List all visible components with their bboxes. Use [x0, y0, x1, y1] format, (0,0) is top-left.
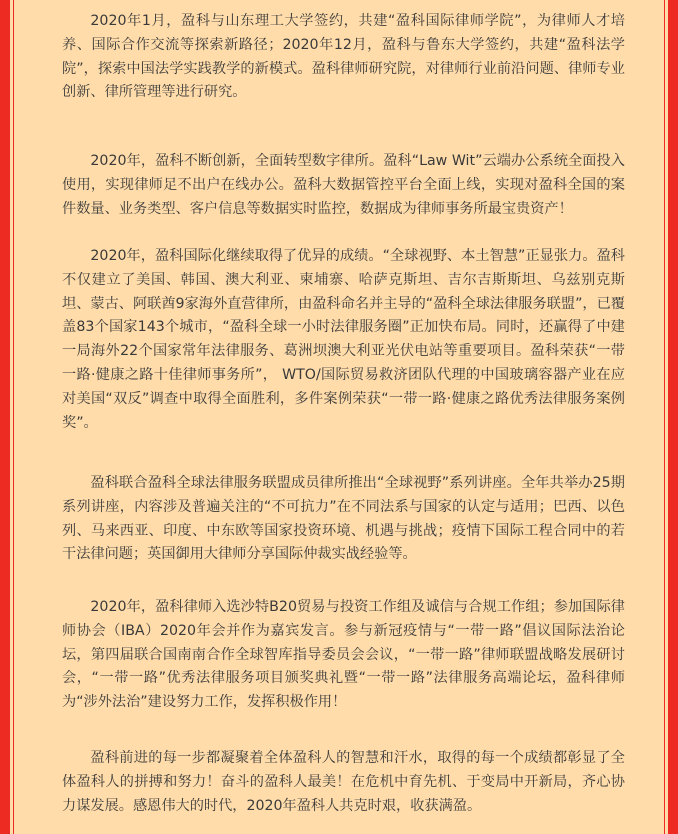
- right-red-border: [668, 0, 678, 834]
- paragraph-global-lectures: 盈科联合盈科全球法律服务联盟成员律所推出“全球视野”系列讲座。全年共举办25期系列讲座，内容涉及普遍关注的“不可抗力”在不同法系与国家的认定与适用；巴西、以色列、马来西亚、印度、中东欧等国家投资环境、机遇与挑战；疫情下国际工程合同中的若干法律问题；英国御用大律师分享国际仲裁实战经验等。: [62, 475, 625, 563]
- paragraph-international-participation: 2020年，盈科律师入选沙特B20贸易与投资工作组及诚信与合规工作组；参加国际律师协会（IBA）2020年会并作为嘉宾发言。参与新冠疫情与“一带一路”倡议国际法治论坛，第四届联合国南南合作全球智库指导委员会会议，“一带一路”律师联盟战略发展研讨会，“一带一路”优秀法律服务项目颁奖典礼暨“一带一路”法律服务高端论坛，盈科律师为“涉外法治”建设努力工作，发挥积极作用！: [62, 599, 625, 711]
- left-red-border: [0, 0, 10, 834]
- paragraph-closing: 盈科前进的每一步都凝聚着全体盈科人的智慧和汗水，取得的每一个成绩都彰显了全体盈科人的拼搏和努力！奋斗的盈科人最美！在危机中育先机、于变局中开新局，齐心协力谋发展。感恩伟大的时代，2020年盈科人共克时艰，收获满盈。: [62, 750, 625, 814]
- paragraph-internationalization: 2020年，盈科国际化继续取得了优异的成绩。“全球视野、本土智慧”正显张力。盈科不仅建立了美国、韩国、澳大利亚、柬埔寨、哈萨克斯坦、吉尔吉斯斯坦、乌兹别克斯坦、蒙古、阿联酋9家海外直营律所，由盈科命名并主导的“盈科全球法律服务联盟”，已覆盖83个国家143个城市，“盈科全球一小时法律服务圈”正加快布局。同时，还赢得了中建一局海外22个国家常年法律服务、葛洲坝澳大利亚光伏电站等重要项目。盈科荣获“一带一路·健康之路十佳律师事务所”， WTO/国际贸易救济团队代理的中国玻璃容器产业在应对美国“双反”调查中取得全面胜利，多件案例荣获“一带一路·健康之路优秀法律服务案例奖”。: [62, 248, 625, 431]
- paragraph-law-school: 2020年1月，盈科与山东理工大学签约，共建“盈科国际律师学院”，为律师人才培养、国际合作交流等探索新路径；2020年12月，盈科与鲁东大学签约，共建“盈科法学院”，探索中国法学实践教学的新模式。盈科律师研究院，对律师行业前沿问题、律师专业创新、律所管理等进行研究。: [62, 13, 625, 101]
- paragraph-digital-firm: 2020年，盈科不断创新，全面转型数字律所。盈科“Law Wit”云端办公系统全面投入使用，实现律师足不出户在线办公。盈科大数据管控平台全面上线，实现对盈科全国的案件数量、业务类型、客户信息等数据实时监控，数据成为律师事务所最宝贵资产！: [62, 153, 625, 217]
- right-red-rule: [664, 0, 665, 834]
- left-red-rule: [13, 0, 14, 834]
